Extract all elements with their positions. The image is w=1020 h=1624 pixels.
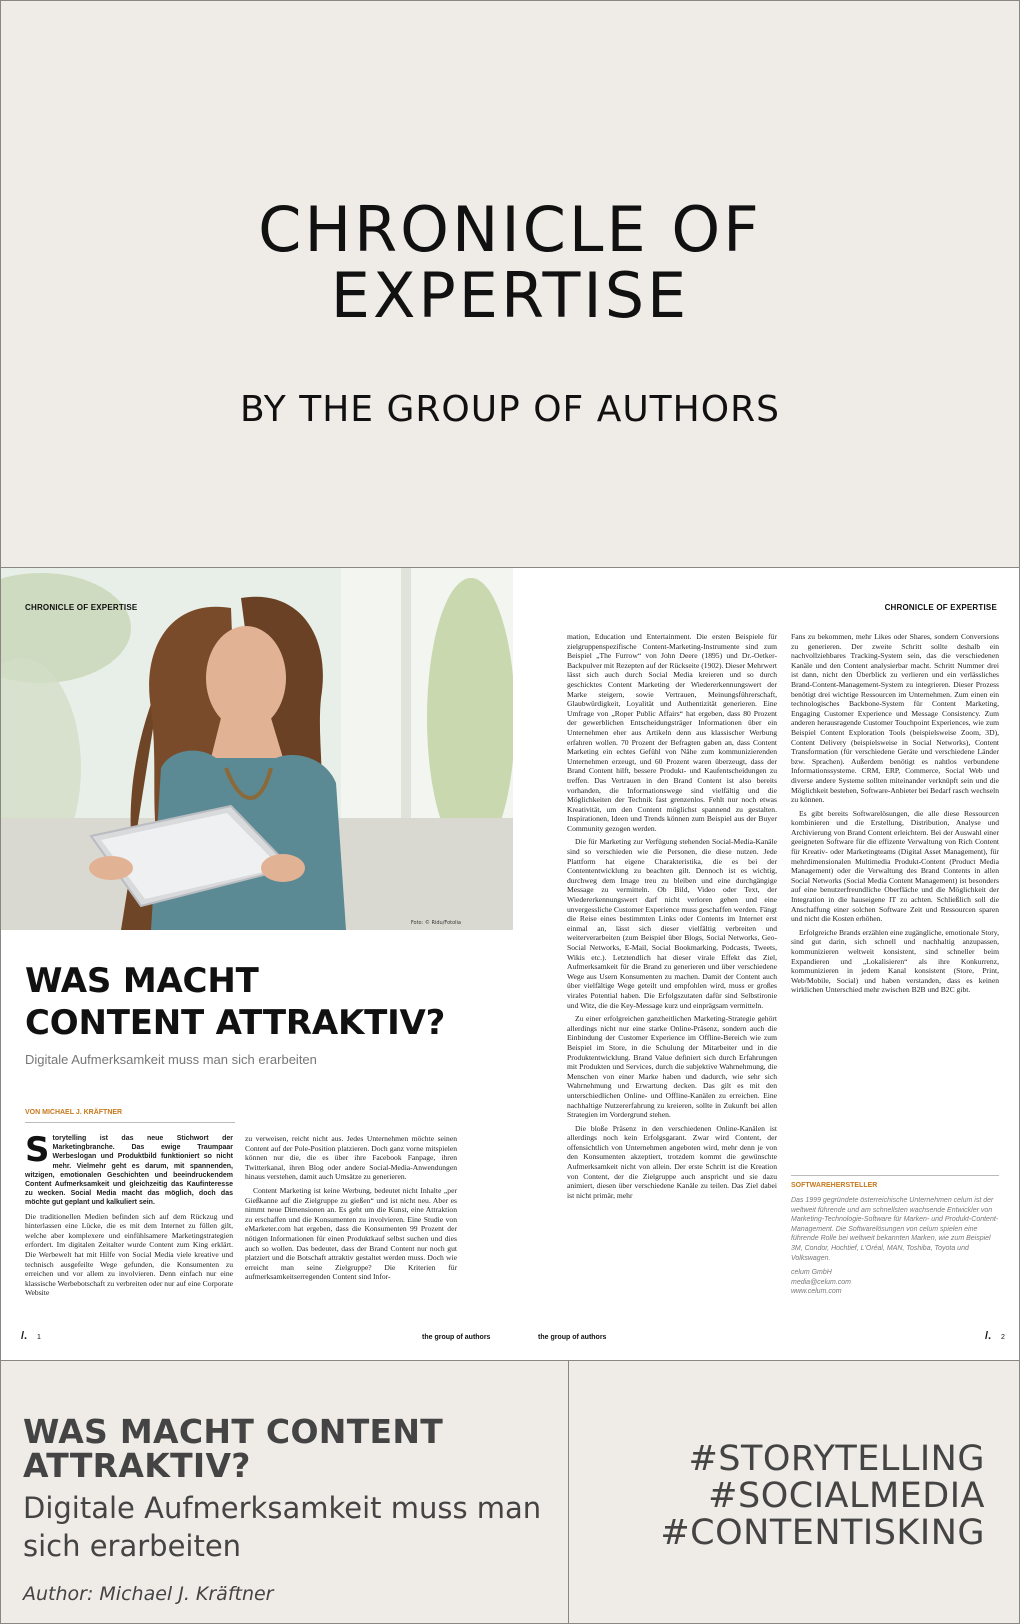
footer-logo-mark-left: /. [21, 1330, 28, 1342]
headline-line-1: WAS MACHT [25, 961, 259, 1001]
hashtag: #CONTENTISKING [660, 1513, 985, 1553]
page-number-left: 1 [37, 1334, 41, 1341]
footer-logo-mark-right: /. [985, 1330, 992, 1342]
hashtag-list [660, 1441, 985, 1552]
paragraph: Die traditionellen Medien befinden sich auf dem Rückzug und hinterlassen eine Lücke, die es mit dem Internet zu füllen gilt, welche aber komplexere und einfühlsamere Marketingstrategien erfordert. Im digitalen Zeitalter wurde Content zum King erklärt. Die Werbewelt hat mit Hilfe von Social Media viele kreative und technisch ausgefeilte Wege gefunden, die Konsumenten zu erreichen und vor allem zu involvieren. Denn einfach nur eine klassische Werbebotschaft zu verbreiten oder nur auf eine Corporate Website [25, 1211, 233, 1298]
paragraph: Die bloße Präsenz in den verschiedenen Online-Kanälen ist allerdings noch kein Erfolgsgarant. Zwar wird Content, der offensichtlich von Unternehmen angeboten wird, mehr denn je von den Konsumenten akzeptiert, trotzdem kommt die gewünschte Aufmerksamkeit nicht von allein. Der erste Schritt ist die Kreation von Content, der die Zielgruppe auch anspricht und sie dazu animiert, diesen über verschiedene Kanäle zu teilen. Das Ziel dabei ist nicht primär, mehr [567, 1123, 777, 1200]
paragraph: Content Marketing ist keine Werbung, bedeutet nicht Inhalte „per Gießkanne auf die Zielgruppe zu gießen“ und ist nicht neu. Aber es nimmt neue Dimensionen an. Es geht um die Kunst, eine Attraktion zu erschaffen und die Konsumenten zu involvieren. Eine Studie von eMarketer.com hat ergeben, dass die Konsumenten 99 Prozent der nötigen Informationen für einen Produktkauf selbst suchen und dies auch so wollen. Das bedeutet, dass der Brand Content nur noch gut platziert und die Botschaft attraktiv gestaltet werden muss. Doch wie erreicht man seine Zielgruppe? Die Kriterien für aufmerksamkeitserregenden Content sind Infor- [245, 1185, 457, 1282]
paragraph: Fans zu bekommen, mehr Likes oder Shares, sondern Conversions zu generieren. Der zweite Schritt sollte deshalb ein nachvollziehbares Tracking-System sein, das die verschiedenen Kanäle und den Content analysierbar macht. Schritt Nummer drei ist dann, nicht den Überblick zu verlieren und ein verlässliches Brand-Content-Management-System zu integrieren. Dieser Prozess benötigt drei wichtige Ressourcen im Unternehmen. Zum einen ein technologisches Backbone-System für Content Marketing, Engaging Customer Experience und Message Consistency. Zum anderen herausragende Customer Touchpoint Experiences, wie zum Beispiel Content Exploration Tools (beispielsweise Zoom, 3D), Content Delivery (beispielsweise in Social Networks), Content Transformation (für verschiedene Geräte und verschiedene Länder bzw. Sprachen). Außerdem benötigt es nahtlos verbundene Informationssysteme. CRM, ERP, Commerce, Social Web und diverse andere Systeme sollten miteinander verknüpft sein und die Möglichkeit bestehen, Software-Anbieter bei Bedarf rasch wechseln zu können. [791, 632, 999, 805]
paragraph: Es gibt bereits Softwarelösungen, die alle diese Ressourcen kombinieren und die Erstellung, Distribution, Analyse und Archivierung von Brand Content erleichtern. Bei der Auswahl einer geeigneten Software für die effizente Verwaltung von Rich Content für Kreativ- oder Marketingteams (Digital Asset Management), für mehrdimensionalen Multimedia Produkt-Content (Product Media Management) oder die Verwaltung des Brand Contents in allen Social Networks (Social Media Content Management) ist besonders auf eine benutzerfreundliche Oberfläche und die Möglichkeit der Integration in die hauseigene IT zu achten. Schließlich soll die Anschaffung einer solchen Software Zeit und Ressourcen sparen und nicht die Kosten erhöhen. [791, 808, 999, 924]
text-column-2 [245, 1134, 457, 1310]
info-author: Author: Michael J. Kräftner [23, 1583, 274, 1605]
contact-email: media@celum.com [791, 1278, 852, 1286]
contact-company: celum GmbH [791, 1269, 832, 1276]
article-byline: VON MICHAEL J. KRÄFTNER [25, 1109, 123, 1116]
cover-title-line-1: CHRONICLE OF [258, 193, 762, 266]
woman-with-tablet-illustration [1, 568, 513, 930]
sidebar-text: Das 1999 gegründete österreichische Unternehmen celum ist der weltweit führende und am schnellsten wachsende Entwickler von Marketing-Technologie-Software für Marken- und Produkt-Content-Management. Die Softwarelösungen von celum spielen eine führende Rolle bei weltweit bekannten Marken, wie zum Beispiel 3M, Condor, Hochtief, L'Oréal, MAN, Toshiba, Toyota und Volkswagen. [791, 1197, 999, 1262]
footer-brand-right: the group of authors [538, 1334, 607, 1341]
cover-subtitle: BY THE GROUP OF AUTHORS [240, 389, 780, 430]
sidebar-title: SOFTWAREHERSTELLER [791, 1182, 878, 1189]
paragraph: zu verweisen, reicht nicht aus. Jedes Unternehmen möchte seinen Content auf der Pole-Position platzieren. Doch ganz vorne mitspielen können nur die, die es über ihre Facebook Fanpage, ihren Twitterkanal, ihren Blog oder andere Social-Media-Anwendungen hinaus verstehen, damit auch Umsätze zu generieren. [245, 1134, 457, 1182]
sidebar-divider [791, 1175, 999, 1176]
page-number-right: 2 [1001, 1334, 1005, 1341]
paragraph: Die für Marketing zur Verfügung stehenden Social-Media-Kanäle sind so verschieden wie die Personen, die diese nutzen. Jede Plattform hat eigene Charakteristika, die es bei der Contententwicklung zu beachten gilt. Dennoch ist es wichtig, durchweg dem Image treu zu bleiben und eine durchgängige Message zu vermitteln. Ob Bild, Video oder Text, der Wiedererkennungswert darf nicht verloren gehen und eine unvergessliche Customer Experience muss geschaffen werden. Fängt die Reise eines bestimmten Links oder Contents im Internet erst einmal an, lässt sich dieser vielfältig verbreiten und weiterverarbeiten (zum Beispiel über Blogs, Social Networks, Geo-Social Networks, E-Mail, Social Bookmarking, Podcasts, Tweets, Wikis etc.). Letztendlich hat dieser virale Effekt das Ziel, Aufmerksamkeit für die Brand zu generieren und über verschiedene Wege aus Usern Konsumenten zu machen. Damit der Content auch über vielfältige Wege geteilt und empfohlen wird, muss er großes virales Potential haben. Die Erfolgszutaten dafür sind Selbstironie und Witz, die die Key-Message kurz und einprägsam vermitteln. [567, 837, 777, 1010]
article-standfirst: Digitale Aufmerksamkeit muss man sich erarbeiten [25, 1052, 317, 1067]
contact-website: www.celum.com [791, 1288, 842, 1296]
sidebar-contact [791, 1268, 999, 1297]
intro-text: torytelling ist das neue Stichwort der Marketingbranche. Das ewige Traumpaar Werbeslogan und Produktbild funktioniert so nicht mehr. Vielmehr geht es darum, mit spannenden, witzigen, emotionalen Geschichten und beeindruckendem Content Aufmerksamkeit und gleichzeitig das Kaufinteresse zu wecken. Social Media macht das möglich, doch das möchte gut geplant und kalkuliert sein. [25, 1135, 233, 1207]
drop-cap: S [25, 1134, 50, 1170]
paragraph: Erfolgreiche Brands erzählen eine zugängliche, emotionale Story, sind gut darin, sich schnell und nachhaltig anzupassen, kommunizieren weltweit konsistent, sind schneller beim Expandieren und „Lokalisieren“ als ihre Konkurrenz, kommunizieren in jedem Kanal konsistent (Store, Print, Web/Mobile, Social) und haben verstanden, dass es keinen wirklichen Unterschied mehr zwischen B2B und B2C gibt. [791, 927, 999, 995]
running-head-right: CHRONICLE OF EXPERTISE [884, 603, 997, 612]
byline-divider [25, 1122, 235, 1123]
cover-banner [0, 0, 1020, 568]
photo-credit: Foto: © Ridu/Fotolia [410, 920, 461, 926]
paragraph: Zu einer erfolgreichen ganzheitlichen Marketing-Strategie gehört allerdings nicht nur eine starke Online-Präsenz, sondern auch die Einbindung der Customer Experience im Offline-Bereich wie zum Beispiel im Store, in die Schulung der Mitarbeiter und in die Produktentwicklung. Brand Value definiert sich durch Erfahrungen mit Produkten und Services, durch die subjektive Wahrnehmung, die Menschen von einer Marke haben und dadurch, wie sehr sich Wahrnehmung und Erwartung decken. Das gilt es mit den unterschiedlichen Online- und Offline-Kanälen zu erreichen. Eine nachhaltige Nutzererfahrung zu kreieren, sollte in Zukunft bei allen Strategien im Vordergrund stehen. [567, 1014, 777, 1120]
article-headline [25, 960, 485, 1044]
cover-title-line-2: EXPERTISE [330, 259, 690, 332]
info-divider [568, 1361, 569, 1624]
cover-title [1, 193, 1019, 332]
text-column-4 [791, 632, 999, 1052]
hashtag: #SOCIALMEDIA [708, 1476, 985, 1516]
info-subtitle: Digitale Aufmerksamkeit muss man sich erarbeiten [23, 1491, 542, 1563]
hashtag: #STORYTELLING [688, 1439, 985, 1479]
text-column-3 [567, 632, 777, 1296]
info-title: WAS MACHT CONTENT ATTRAKTIV? [23, 1412, 444, 1485]
footer-brand-left: the group of authors [422, 1334, 491, 1341]
running-head-left: CHRONICLE OF EXPERTISE [25, 603, 138, 612]
text-column-1 [25, 1134, 233, 1310]
headline-line-2: CONTENT ATTRAKTIV? [25, 1003, 446, 1043]
article-intro [25, 1134, 233, 1208]
paragraph: mation, Education und Entertainment. Die ersten Beispiele für zielgruppenspezifische Content-Marketing-Instrumente sind zum Beispiel „The Furrow“ von John Deere (1895) und Dr.-Oetker-Backpulver mit Rezepten auf der Rückseite (1902). Dieser Mehrwert lässt sich auch durch Social Media kreieren und so durch geschicktes Content Marketing der Wiedererkennungswert der Marke steigern, sowie Vertrauen, Meinungsführerschaft, Glaubwürdigkeit, Loyalität und Authentizität generieren. Eine Umfrage von „Roper Public Affairs“ hat ergeben, dass 80 Prozent der gewerblichen Entscheidungsträger Informationen über ein Unternehmen eher aus Artikeln denn aus klassischer Werbung erfahren wollen. 70 Prozent der Befragten gaben an, dass Content Marketing ein echtes Gefühl von Nähe zum kommunizierenden Unternehmen erzeugt, und 60 Prozent waren überzeugt, dass der Brand Content hilft, bessere Produkt- und Kaufentscheidungen zu treffen. Das Vertrauen in den Brand Content ist also bereits vorhanden, die Informationswege sind vielfältig und die Möglichkeiten der Technik fast grenzenlos. Fehlt nur noch etwas Kreativität, um den Content möglichst spannend zu gestalten. Inspirationen, Ideen und Trends können zum Beispiel aus der Buyer Community gezogen werden. [567, 632, 777, 833]
magazine-spread [0, 568, 1020, 1360]
article-photo [1, 568, 513, 930]
article-info-panel [0, 1360, 1020, 1624]
